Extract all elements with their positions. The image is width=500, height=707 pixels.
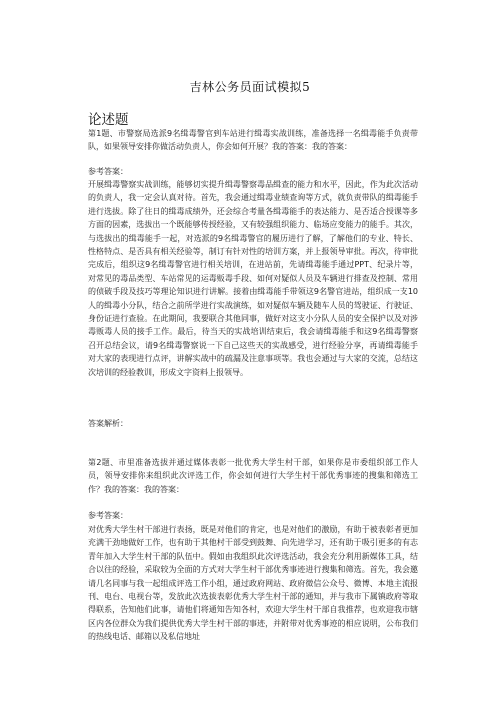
question-1-answer [88, 178, 418, 379]
answer-label-text: 参考答案： [88, 511, 128, 520]
section-heading: 论述题 [88, 112, 129, 128]
question-2-text: 第2题、市里准备选拔并通过媒体表彰一批优秀大学生村干部，如果你是市委组织部工作人员，领导安排你来组织此次评选工作，你会如何进行大学生村干部优秀事迹的搜集和筛选工作？我的答案：我的答案： [88, 458, 418, 494]
answer-text: 对优秀大学生村干部进行表扬，既是对他们的肯定，也是对他们的激励，有助于被表彰者更加充满干劲地做好工作，也有助于其他村干部受到鼓舞、向先进学习，还有助于吸引更多的有志青年加入大学生村干部的队伍中。假如由我组织此次评选活动，我会充分利用新媒体工具，结合以往的经验，采取较为全面的方式对大学生村干部优秀事迹进行搜集和筛选。首先，我会邀请几名同事与我一起组成评选工作小组，通过政府网站、政府微信公众号、微博、本地主流报刊、电台、电视台等，发放此次选拔表彰优秀大学生村干部的通知，并与我市下属镇政府等取得联系，告知他们此事，请他们将通知告知各村，欢迎大学生村干部自我推荐，也欢迎我市辖区内各位群众为我们提供优秀大学生村干部的事迹，并附带对优秀事迹的相应说明，公布我们的热线电话、邮箱以及私信地址 [88, 525, 418, 642]
question-2 [88, 456, 418, 496]
question-2-answer-label [88, 509, 418, 522]
answer-text: 开展缉毒警察实战训练，能够切实提升缉毒警察毒品缉查的能力和水平，因此，作为此次活动的负责人，我一定会认真对待。首先，我会通过缉毒业绩查询等方式，就负责带队的缉毒能手进行选拔。除了往日的缉毒成绩外，还会综合考量各缉毒能手的表达能力、是否适合授课等多方面的因素，选拔出一个既能够传授经验，又有较强组织能力、临场应变能力的能手。其次，与选拔出的缉毒能手一起，对选派的9名缉毒警官的履历进行了解，了解他们的专业、特长、性格特点、是否具有相关经验等，制订有针对性的培训方案，并上报领导审批。再次，待审批完成后，组织这9名缉毒警官进行相关培训，在进站前，先请缉毒能手通过PPT、纪录片等，对常见的毒品类型、车站常见的运毒贩毒手段、如何对疑似人员及车辆进行排查及控制、常用的侦破手段及技巧等理论知识进行讲解。接着由缉毒能手带领这9名警官进站，组织成一支10人的缉毒小分队，结合之前所学进行实战演练，如对疑似车辆及随车人员的驾驶证、行驶证、身份证进行查验。在此期间，我要联合其他同事，做好对这支小分队人员的安全保护以及对涉毒贩毒人员的接手工作。最后，待当天的实战培训结束后，我会请缉毒能手和这9名缉毒警察召开总结会议，请9名缉毒警察说一下自己这些天的实战感受，进行经验分享，再请缉毒能手对大家的表现进行点评，讲解实战中的疏漏及注意事项等。我也会通过与大家的交流，总结这次培训的经验教训，形成文字资料上报领导。 [88, 180, 418, 377]
question-2-answer [88, 523, 418, 644]
question-1-text: 第1题、市警察局选派9名缉毒警官到车站进行缉毒实战训练，准备选择一名缉毒能手负责带队，如果领导安排你做活动负责人，你会如何开展？我的答案：我的答案： [88, 129, 418, 152]
question-1-answer-label [88, 165, 418, 178]
question-1-analysis-label [88, 417, 418, 430]
answer-label-text: 参考答案： [88, 167, 128, 176]
analysis-label-text: 答案解析： [88, 419, 128, 428]
document-title: 吉林公务员面试模拟5 [189, 80, 311, 94]
question-1 [88, 127, 418, 154]
